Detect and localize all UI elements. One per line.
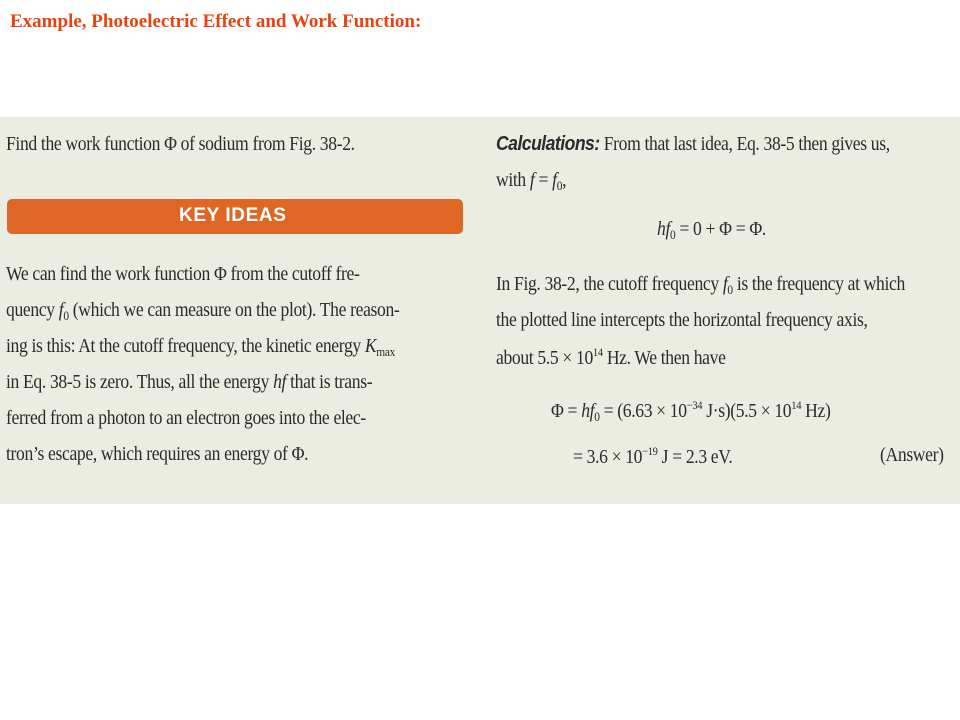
equation-hf0: $hf_0 = 0 + \Phi = \Phi$. [657,218,766,242]
calculations-line-1: Calculations: From that last idea, Eq. 38-5 then gives us, [496,133,890,155]
key-ideas-line-3: ing is this: At the cutoff frequency, the kinetic energy $K_{max}$ [6,335,395,359]
key-ideas-line-6: tron’s escape, which requires an energy of Φ. [6,443,309,465]
equation-work-function: $\Phi = hf_0 = (6.63 \times 10^{-34}$ $J\cdot s)(5.5 \times 10^{14}$ Hz) [551,398,831,424]
question-text: Find the work function Φ of sodium from Fig. 38-2. [6,133,355,155]
key-ideas-line-2: quency $f_0$ (which we can measure on the plot). The reason- [6,299,400,323]
key-ideas-line-1: We can find the work function Φ from the cutoff fre- [6,263,360,285]
key-ideas-label: KEY IDEAS [179,205,287,226]
key-ideas-line-4: in Eq. 38-5 is zero. Thus, all the energy hf that is trans- [6,371,373,393]
key-ideas-banner [7,199,463,234]
calculations-line-5: about $5.5 \times 10^{14}$ Hz. We then have [496,345,726,369]
equation-result: = $3.6 \times 10^{-19}$ J = 2.3 eV. [573,444,733,468]
textbook-excerpt [0,117,960,504]
key-ideas-line-5: ferred from a photon to an electron goes into the elec- [6,407,366,429]
calculations-heading: Calculations: [496,133,600,155]
calculations-line-4: the plotted line intercepts the horizontal frequency axis, [496,309,868,331]
calculations-line-3: In Fig. 38-2, the cutoff frequency $f_0$ is the frequency at which [496,273,905,297]
calculations-line-2: with $f = f_0$, [496,169,567,193]
answer-label: (Answer) [880,444,944,466]
slide-title: Example, Photoelectric Effect and Work Function: [10,11,422,32]
